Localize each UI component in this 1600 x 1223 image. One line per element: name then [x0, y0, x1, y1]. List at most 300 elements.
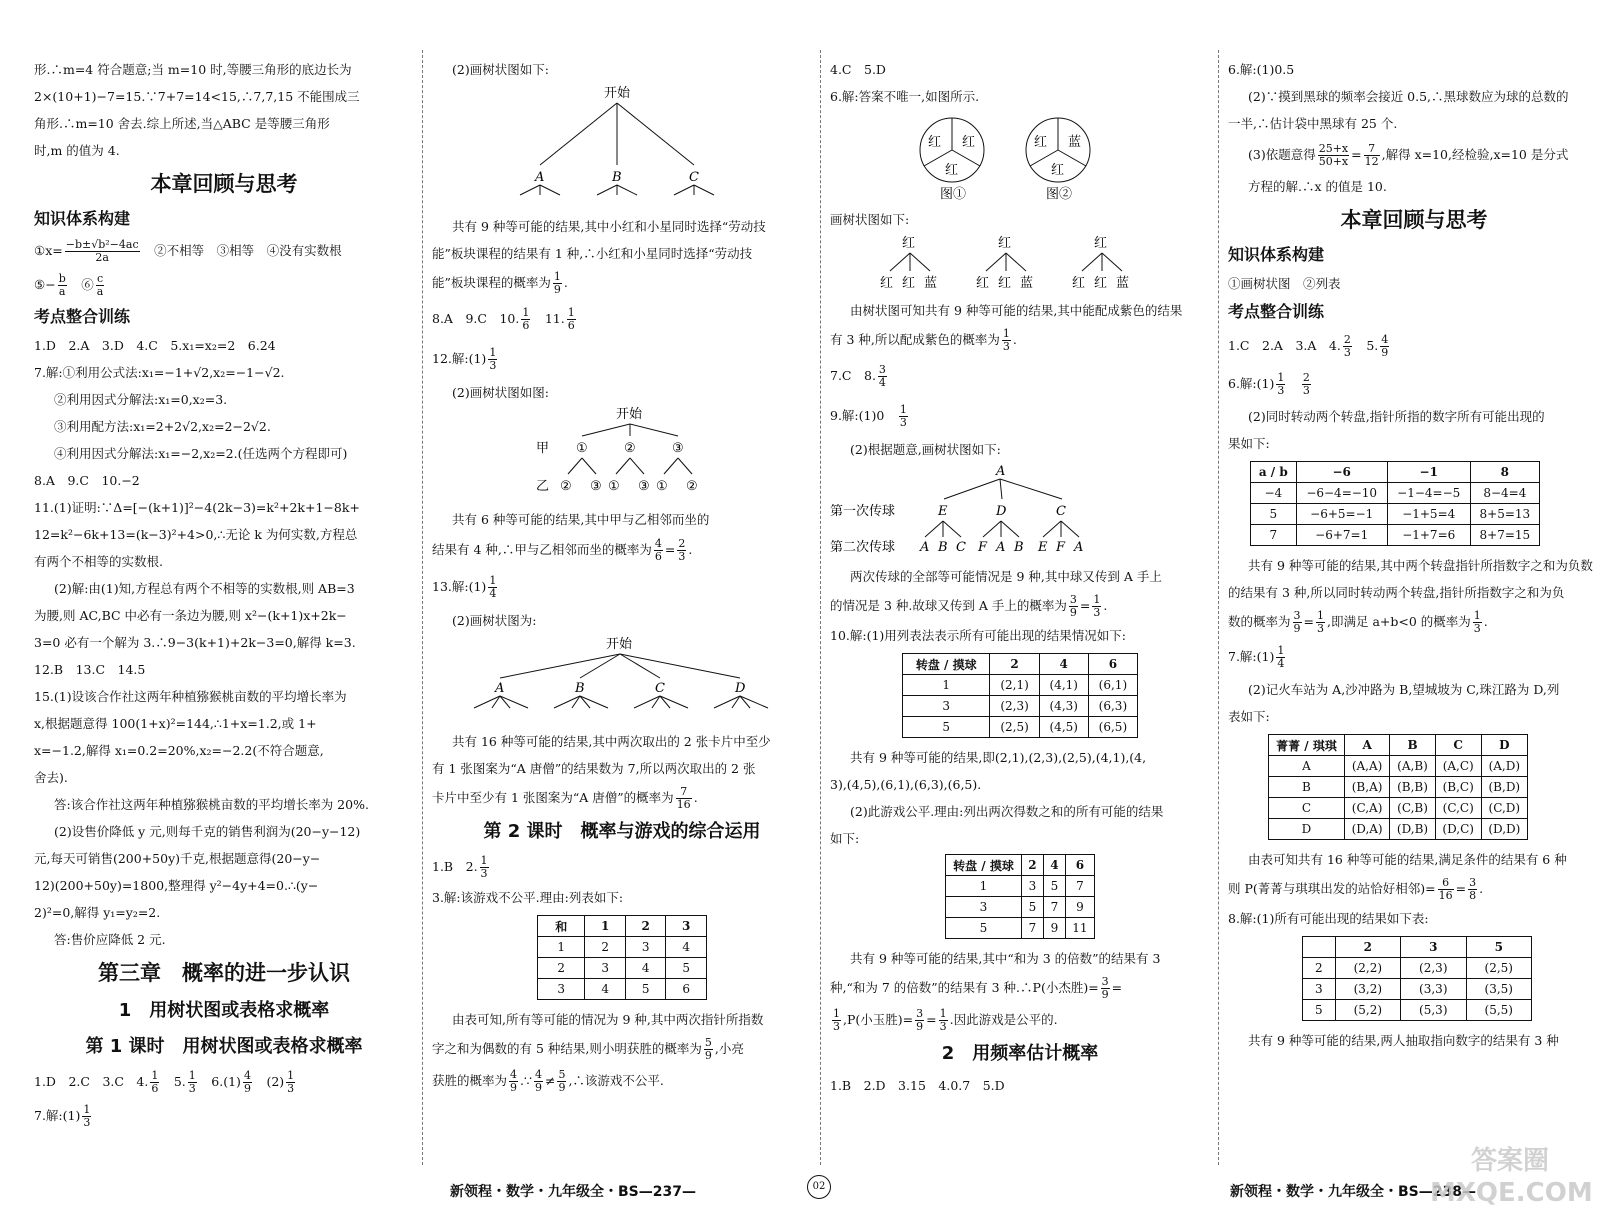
table-cell: 2 — [1021, 855, 1043, 876]
table-row — [946, 855, 1095, 876]
table-row — [538, 979, 707, 1000]
svg-text:B: B — [575, 681, 585, 696]
text-line: 共有 9 种等可能的结果,两人抽取指向数字的结果有 3 种 — [1248, 1033, 1559, 1048]
table-cell: 转盘 / 摸球 — [903, 654, 990, 675]
answer-line: 1.D 2.C 3.C 4. $\frac{1}{6}$ 5. $\frac{1}{3}$ 6.(1) $\frac{4}{9}$ (2) $\frac{1}{3}$ — [34, 1069, 295, 1095]
table-cell: (D,D) — [1481, 819, 1527, 840]
table-cell: 1 — [903, 675, 990, 696]
text-line: 能”板块课程的结果有 1 种,∴小红和小星同时选择“劳动技 — [432, 246, 753, 261]
svg-text:红: 红 — [1094, 276, 1108, 291]
table-cell: C — [1435, 735, 1481, 756]
table-cell: 4 — [585, 979, 626, 1000]
text-line: $\frac{1}{3}$ ,P(小玉胜)= $\frac{3}{9}$ = $\frac{1}{3}$ .因此游戏是公平的. — [833, 1007, 1058, 1033]
svg-text:红: 红 — [902, 276, 916, 291]
text-line: (2)设售价降低 y 元,则每千克的销售利润为(20−y−12) — [54, 824, 361, 839]
table-cell: 3 — [585, 958, 626, 979]
text-line: 12=k²−6k+13=(k−3)²+4>0,∴无论 k 为何实数,方程总 — [34, 527, 358, 542]
svg-text:E: E — [938, 504, 948, 519]
answer-line: 1.B 2. $\frac{1}{3}$ — [432, 854, 488, 880]
table-cell: (2,2) — [1335, 958, 1400, 979]
spinner-figures — [830, 110, 1210, 202]
text-line: 有 3 种,所以配成紫色的概率为 $\frac{1}{3}$ . — [830, 327, 1017, 353]
svg-text:红: 红 — [976, 276, 990, 291]
text-line: 则 P(菁菁与琪琪出发的站恰好相邻)= $\frac{6}{16}$ = $\frac{3}{8}$ . — [1228, 876, 1484, 902]
sum-table-2 — [1250, 461, 1540, 546]
text-line: 果如下: — [1228, 436, 1270, 451]
table-cell: A — [1344, 735, 1389, 756]
text-line: ①画树状图 ②列表 — [1228, 276, 1341, 291]
table-cell — [1303, 937, 1336, 958]
answer-line: 7.C 8. $\frac{3}{4}$ — [830, 363, 886, 389]
svg-text:蓝: 蓝 — [924, 276, 938, 291]
section-heading: 本章回顾与思考 — [150, 172, 298, 196]
svg-text:B: B — [1014, 540, 1024, 555]
table-row — [1269, 777, 1528, 798]
spinner-1 — [920, 118, 984, 202]
text-line: 共有 9 种等可能的结果,其中两个转盘指针所指数字之和为负数 — [1248, 558, 1593, 573]
text-line: 3),(4,5),(6,1),(6,3),(6,5). — [830, 777, 982, 792]
table-cell: 6 — [1065, 855, 1094, 876]
table-cell: (D,B) — [1390, 819, 1436, 840]
table-cell: 5 — [903, 717, 990, 738]
table-cell: −6+7=1 — [1296, 525, 1387, 546]
text-line: (2)记火车站为 A,沙冲路为 B,望城坡为 C,珠江路为 D,列 — [1248, 682, 1560, 697]
table-cell: (3,2) — [1335, 979, 1400, 1000]
text-line: x,根据题意得 100(1+x)²=144,∴1+x=1.2,或 1+ — [34, 716, 317, 731]
svg-text:③: ③ — [590, 479, 602, 494]
tree-diagram-3 — [432, 634, 812, 724]
svg-text:红: 红 — [1094, 236, 1108, 251]
subheading: 考点整合训练 — [1228, 302, 1325, 321]
text-line: (2)画树状图如图: — [452, 385, 549, 400]
table-cell: (B,A) — [1344, 777, 1389, 798]
svg-text:③: ③ — [672, 441, 684, 456]
svg-text:②: ② — [686, 479, 698, 494]
text-line: 6.解:(1)0.5 — [1228, 62, 1295, 77]
table-cell: 3 — [538, 979, 585, 1000]
svg-text:A: A — [920, 540, 930, 555]
text-line: ②利用因式分解法:x₁=0,x₂=3. — [54, 392, 228, 407]
table-cell: B — [1269, 777, 1345, 798]
table-row — [1269, 756, 1528, 777]
table-cell: 11 — [1065, 918, 1094, 939]
table-cell: (6,5) — [1088, 717, 1137, 738]
table-cell: −6 — [1296, 462, 1387, 483]
table-cell: 2 — [1303, 958, 1336, 979]
svg-text:②: ② — [560, 479, 572, 494]
table-row — [538, 916, 707, 937]
svg-text:红: 红 — [1051, 163, 1065, 178]
svg-text:D: D — [996, 504, 1007, 519]
station-table — [1268, 734, 1528, 840]
text-line: (2)同时转动两个转盘,指针所指的数字所有可能出现的 — [1248, 409, 1545, 424]
svg-text:F: F — [978, 540, 988, 555]
svg-text:D: D — [735, 681, 746, 696]
text-line: 能”板块课程的概率为 $\frac{1}{9}$ . — [432, 270, 568, 296]
table-cell: 7 — [1043, 897, 1065, 918]
answer-line: 7.解:(1) $\frac{1}{3}$ — [34, 1103, 91, 1129]
text-line: 有两个不相等的实数根. — [34, 554, 163, 569]
tree-node: A — [535, 170, 545, 185]
table-cell: (5,3) — [1401, 1000, 1466, 1021]
column-4 — [1228, 56, 1600, 1163]
table-cell: 4 — [625, 958, 666, 979]
text-line: 如下: — [830, 831, 860, 846]
svg-text:A: A — [996, 540, 1006, 555]
answer-line: 13.解:(1) $\frac{1}{4}$ — [432, 574, 497, 600]
table-cell: 8+5=13 — [1470, 504, 1539, 525]
table-cell: −1+5=4 — [1387, 504, 1470, 525]
svg-text:蓝: 蓝 — [1068, 135, 1082, 150]
footer-right: 新领程・数学・九年级全・BS—238— — [1230, 1184, 1476, 1200]
table-cell: 1 — [585, 916, 626, 937]
table-cell: D — [1269, 819, 1345, 840]
page-mark: 02 — [807, 1175, 831, 1199]
table-cell: 5 — [1251, 504, 1297, 525]
tree-node: B — [612, 170, 622, 185]
table-cell: (A,C) — [1435, 756, 1481, 777]
text-line: 字之和为偶数的有 5 种结果,则小明获胜的概率为 $\frac{5}{9}$ ,小亮 — [432, 1036, 744, 1062]
table-cell: −6+5=−1 — [1296, 504, 1387, 525]
formula-prefix: ①x= — [34, 243, 63, 258]
tree-diagram-2 — [432, 406, 812, 502]
table-cell: 2 — [1335, 937, 1400, 958]
text-line: 数的概率为 $\frac{3}{9}$ = $\frac{1}{3}$ ,即满足 a+b<0 的概率为 $\frac{1}{3}$ . — [1228, 609, 1488, 635]
table-cell: D — [1481, 735, 1527, 756]
svg-text:乙: 乙 — [536, 479, 550, 494]
text-line: 两次传球的全部等可能情况是 9 种,其中球又传到 A 手上 — [850, 569, 1162, 584]
text-line: 1.B 2.D 3.15 4.0.7 5.D — [830, 1078, 1005, 1093]
table-cell: A — [1269, 756, 1345, 777]
text-line: 答:该合作社这两年种植猕猴桃亩数的平均增长率为 20%. — [54, 797, 369, 812]
table-row — [1269, 819, 1528, 840]
text-line: 1.D 2.A 3.D 4.C 5.x₁=x₂=2 6.24 — [34, 338, 276, 353]
table-cell: 7 — [1065, 876, 1094, 897]
text-line: 8.A 9.C 10.−2 — [34, 473, 140, 488]
svg-text:红: 红 — [998, 236, 1012, 251]
table-cell: 7 — [1021, 918, 1043, 939]
text-line: 10.解:(1)用列表法表示所有可能出现的结果情况如下: — [830, 628, 1127, 643]
table-cell: (B,D) — [1481, 777, 1527, 798]
section-title: 2 用频率估计概率 — [941, 1043, 1099, 1064]
fraction: $\frac{\text{−b±√b²−4ac}}{2a}$ — [65, 238, 139, 264]
text-line: 6.解:答案不唯一,如图所示. — [830, 89, 980, 104]
svg-text:甲: 甲 — [536, 441, 550, 456]
table-row — [1303, 1000, 1532, 1021]
text-line: (2)画树状图如下: — [452, 62, 549, 77]
table-cell: 8−4=4 — [1470, 483, 1539, 504]
svg-text:图②: 图② — [1046, 187, 1073, 202]
text-line: 为腰,则 AC,BC 中必有一条边为腰,则 x²−(k+1)x+2k− — [34, 608, 347, 623]
table-cell: 2 — [625, 916, 666, 937]
svg-text:红: 红 — [902, 236, 916, 251]
table-cell: 5 — [1466, 937, 1532, 958]
text-line: 方程的解.∴x 的值是 10. — [1248, 179, 1387, 194]
svg-text:①: ① — [608, 479, 620, 494]
table-cell: 2 — [538, 958, 585, 979]
table-cell: (3,3) — [1401, 979, 1466, 1000]
text-line: 3.解:该游戏不公平.理由:列表如下: — [432, 890, 624, 905]
table-cell: (A,B) — [1390, 756, 1436, 777]
column-1 — [34, 56, 414, 1163]
table-cell: 1 — [946, 876, 1022, 897]
table-cell: (5,2) — [1335, 1000, 1400, 1021]
tree-diagram-1 — [432, 83, 812, 203]
formula-line-2: ⑤− $\frac{b}{a}$ ⑥ $\frac{c}{a}$ — [34, 272, 104, 298]
svg-text:C: C — [655, 681, 665, 696]
svg-text:C: C — [956, 540, 966, 555]
table-row — [1303, 937, 1532, 958]
table-cell: 9 — [1065, 897, 1094, 918]
table-cell: 3 — [1303, 979, 1336, 1000]
footer-left: 新领程・数学・九年级全・BS—237— — [450, 1184, 696, 1200]
text-line: 11.(1)证明:∵Δ=[−(k+1)]²−4(2k−3)=k²+2k+1−8k+ — [34, 500, 360, 515]
table-cell: C — [1269, 798, 1345, 819]
table-cell: (6,3) — [1088, 696, 1137, 717]
svg-text:E: E — [1038, 540, 1048, 555]
text-line: 15.(1)设该合作社这两年种植猕猴桃亩数的平均增长率为 — [34, 689, 347, 704]
chapter-title: 第三章 概率的进一步认识 — [98, 961, 350, 985]
text-line: 共有 9 种等可能的结果,其中小红和小星同时选择“劳动技 — [452, 219, 766, 234]
table-cell: 5 — [1021, 897, 1043, 918]
table-cell: 5 — [666, 958, 707, 979]
subheading: 知识体系构建 — [1228, 245, 1325, 264]
formula-line — [34, 234, 414, 268]
text-line: (3)依题意得 $\frac{25+x}{50+x}$ = $\frac{7}{12}$ ,解得 x=10,经检验,x=10 是分式 — [1248, 142, 1569, 168]
text-line: 3=0 必有一个解为 3.∴9−3(k+1)+2k−3=0,解得 k=3. — [34, 635, 356, 650]
text-line: 4.C 5.D — [830, 62, 886, 77]
table-cell: −1+7=6 — [1387, 525, 1470, 546]
table-cell: 3 — [1401, 937, 1466, 958]
table-row — [538, 958, 707, 979]
column-2 — [432, 56, 812, 1163]
svg-text:②: ② — [624, 441, 636, 456]
table-cell: 3 — [625, 937, 666, 958]
table-cell: 3 — [1021, 876, 1043, 897]
text-line: 的结果有 3 种,所以同时转动两个转盘,指针所指数字之和为负 — [1228, 585, 1565, 600]
text-line: 12)(200+50y)=1800,整理得 y²−4y+4=0.∴(y− — [34, 878, 319, 893]
svg-text:①: ① — [576, 441, 588, 456]
text-line: 由表可知,所有等可能的情况为 9 种,其中两次指针所指数 — [452, 1012, 764, 1027]
section-heading: 本章回顾与思考 — [1340, 208, 1488, 232]
text-line: x=−1.2,解得 x₁=0.2=20%,x₂=−2.2(不符合题意, — [34, 743, 324, 758]
text-line: (2)∵摸到黑球的频率会接近 0.5,∴黑球数应为球的总数的 — [1248, 89, 1569, 104]
table-cell: 5 — [1043, 876, 1065, 897]
table-cell: 4 — [1043, 855, 1065, 876]
svg-text:开始: 开始 — [606, 637, 633, 652]
table-row — [1251, 525, 1540, 546]
table-cell: (B,B) — [1390, 777, 1436, 798]
text-line: 2×(10+1)−7=15.∵7+7=14<15,∴7,7,15 不能围成三 — [34, 89, 360, 104]
answer-line: 6.解:(1) $\frac{1}{3}$ $\frac{2}{3}$ — [1228, 371, 1310, 397]
text-line: 舍去). — [34, 770, 68, 785]
table-cell: 6 — [1088, 654, 1137, 675]
table-cell: (D,A) — [1344, 819, 1389, 840]
svg-text:A: A — [1074, 540, 1084, 555]
text-line: 获胜的概率为 $\frac{4}{9}$ .∵ $\frac{4}{9}$ ≠ $\frac{5}{9}$ ,∴该游戏不公平. — [432, 1068, 664, 1094]
text-line: 共有 9 种等可能的结果,其中“和为 3 的倍数”的结果有 3 — [850, 951, 1161, 966]
result-table-1 — [902, 653, 1138, 738]
svg-text:①: ① — [656, 479, 668, 494]
text-line: 由树状图可知共有 9 种等可能的结果,其中能配成紫色的结果 — [850, 303, 1183, 318]
text-line: 7.解:①利用公式法:x₁=−1+√2,x₂=−1−√2. — [34, 365, 285, 380]
text-line: 一半,∴估计袋中黑球有 25 个. — [1228, 116, 1398, 131]
table-cell: (3,5) — [1466, 979, 1532, 1000]
text-line: 共有 6 种等可能的结果,其中甲与乙相邻而坐的 — [452, 512, 710, 527]
table-cell: (4,1) — [1039, 675, 1088, 696]
text-line: 卡片中至少有 1 张图案为“A 唐僧”的概率为 $\frac{7}{16}$ . — [432, 785, 698, 811]
svg-text:③: ③ — [638, 479, 650, 494]
svg-text:红: 红 — [1072, 276, 1086, 291]
table-cell: 9 — [1043, 918, 1065, 939]
text-line: ③利用配方法:x₁=2+2√2,x₂=2−2√2. — [54, 419, 271, 434]
table-cell: (C,D) — [1481, 798, 1527, 819]
table-cell: 5 — [1303, 1000, 1336, 1021]
text-line: 的情况是 3 种.故球又传到 A 手上的概率为 $\frac{3}{9}$ = $\frac{1}{3}$ . — [830, 593, 1108, 619]
table-row — [1303, 979, 1532, 1000]
table-cell: 3 — [946, 897, 1022, 918]
tree-diagram-4 — [830, 233, 1210, 293]
tree-node: 开始 — [604, 86, 631, 101]
table-cell: a / b — [1251, 462, 1297, 483]
table-row — [1303, 958, 1532, 979]
svg-text:第二次传球: 第二次传球 — [830, 540, 896, 555]
svg-text:蓝: 蓝 — [1020, 276, 1034, 291]
table-cell: 2 — [585, 937, 626, 958]
text-line: 12.B 13.C 14.5 — [34, 662, 146, 677]
text-line: (2)此游戏公平.理由:列出两次得数之和的所有可能的结果 — [850, 804, 1164, 819]
subheading: 考点整合训练 — [34, 307, 131, 326]
tree-node: C — [689, 170, 699, 185]
svg-text:红: 红 — [945, 163, 959, 178]
table-row — [1269, 798, 1528, 819]
table-cell: (5,5) — [1466, 1000, 1532, 1021]
text-line: 表如下: — [1228, 709, 1270, 724]
result-table-2 — [945, 854, 1095, 939]
table-cell: (6,1) — [1088, 675, 1137, 696]
table-row — [946, 876, 1095, 897]
text-line: 共有 9 种等可能的结果,即(2,1),(2,3),(2,5),(4,1),(4, — [850, 750, 1147, 765]
table-cell: 3 — [666, 916, 707, 937]
svg-text:图①: 图① — [940, 187, 967, 202]
table-cell: 5 — [625, 979, 666, 1000]
table-row — [538, 937, 707, 958]
answer-line: 7.解:(1) $\frac{1}{4}$ — [1228, 644, 1285, 670]
table-cell: (B,C) — [1435, 777, 1481, 798]
table-cell: 4 — [666, 937, 707, 958]
text-line: 8.解:(1)所有可能出现的结果如下表: — [1228, 911, 1429, 926]
subheading: 知识体系构建 — [34, 209, 131, 228]
table-cell: 转盘 / 摸球 — [946, 855, 1022, 876]
section-title: 1 用树状图或表格求概率 — [118, 1000, 330, 1021]
svg-text:A: A — [495, 681, 505, 696]
text-line: 时,m 的值为 4. — [34, 143, 120, 158]
table-cell: (4,3) — [1039, 696, 1088, 717]
column-3 — [830, 56, 1210, 1163]
sum-table — [537, 915, 707, 1000]
text-line: 元,每天可销售(200+50y)千克,根据题意得(20−y− — [34, 851, 321, 866]
svg-text:红: 红 — [998, 276, 1012, 291]
text-line: (2)画树状图为: — [452, 613, 537, 628]
text-line: ④利用因式分解法:x₁=−2,x₂=2.(任选两个方程即可) — [54, 446, 348, 461]
svg-text:第一次传球: 第一次传球 — [830, 504, 896, 519]
table-cell: (C,B) — [1390, 798, 1436, 819]
text-line: 角形.∴m=10 舍去.综上所述,当△ABC 是等腰三角形 — [34, 116, 330, 131]
text-line: 画树状图如下: — [830, 212, 910, 227]
answer-line: 8.A 9.C 10. $\frac{1}{6}$ 11. $\frac{1}{6}$ — [432, 306, 575, 332]
table-cell: −1 — [1387, 462, 1470, 483]
table-cell: 2 — [990, 654, 1039, 675]
table-cell: (A,D) — [1481, 756, 1527, 777]
text-line: 由表可知共有 16 种等可能的结果,满足条件的结果有 6 种 — [1248, 852, 1567, 867]
result-table-3 — [1302, 936, 1532, 1021]
table-row — [903, 717, 1138, 738]
table-cell: (C,C) — [1435, 798, 1481, 819]
answer-line: 9.解:(1)0 $\frac{1}{3}$ — [830, 403, 907, 429]
formula-rest: ②不相等 ③相等 ④没有实数根 — [154, 243, 342, 258]
text-line: 2)²=0,解得 y₁=y₂=2. — [34, 905, 161, 920]
table-cell: (2,5) — [1466, 958, 1532, 979]
table-cell: (D,C) — [1435, 819, 1481, 840]
table-cell: (C,A) — [1344, 798, 1389, 819]
table-row — [903, 675, 1138, 696]
table-cell: (A,A) — [1344, 756, 1389, 777]
text-line: (2)解:由(1)知,方程总有两个不相等的实数根,则 AB=3 — [54, 581, 355, 596]
svg-text:红: 红 — [1034, 135, 1048, 150]
watermark-logo: 答案圈 MXQE.COM — [1430, 1146, 1593, 1208]
table-cell: 8 — [1470, 462, 1539, 483]
text-line: 共有 16 种等可能的结果,其中两次取出的 2 张卡片中至少 — [452, 734, 771, 749]
text-line: 有 1 张图案为“A 唐僧”的结果数为 7,所以两次取出的 2 张 — [432, 761, 756, 776]
lesson-title: 第 1 课时 用树状图或表格求概率 — [85, 1036, 363, 1057]
svg-text:红: 红 — [928, 135, 942, 150]
table-cell: 3 — [903, 696, 990, 717]
table-cell: B — [1390, 735, 1436, 756]
answer-line: 1.C 2.A 3.A 4. $\frac{2}{3}$ 5. $\frac{4}{9}$ — [1228, 333, 1389, 359]
svg-text:F: F — [1056, 540, 1066, 555]
table-row — [1251, 462, 1540, 483]
text-line: 答:售价应降低 2 元. — [54, 932, 166, 947]
lesson-title: 第 2 课时 概率与游戏的综合运用 — [483, 821, 761, 842]
tree-diagram-5 — [830, 463, 1210, 559]
table-cell: (2,5) — [990, 717, 1039, 738]
table-row — [1269, 735, 1528, 756]
table-cell: (2,3) — [990, 696, 1039, 717]
spinner-2 — [1026, 118, 1090, 202]
table-cell: 4 — [1039, 654, 1088, 675]
table-cell: 菁菁 / 琪琪 — [1269, 735, 1345, 756]
table-row — [1251, 483, 1540, 504]
svg-text:红: 红 — [880, 276, 894, 291]
table-cell: 8+7=15 — [1470, 525, 1539, 546]
svg-text:A: A — [996, 464, 1006, 479]
table-cell: 和 — [538, 916, 585, 937]
table-cell: 7 — [1251, 525, 1297, 546]
svg-text:红: 红 — [962, 135, 976, 150]
table-cell: −1−4=−5 — [1387, 483, 1470, 504]
table-cell: −6−4=−10 — [1296, 483, 1387, 504]
table-cell: (4,5) — [1039, 717, 1088, 738]
table-row — [946, 918, 1095, 939]
table-cell: (2,1) — [990, 675, 1039, 696]
table-cell: (2,3) — [1401, 958, 1466, 979]
svg-text:B: B — [938, 540, 948, 555]
table-cell: 5 — [946, 918, 1022, 939]
table-row — [903, 696, 1138, 717]
text-line: 种,“和为 7 的倍数”的结果有 3 种.∴P(小杰胜)= $\frac{3}{9}$ = — [830, 975, 1123, 1001]
text-line: 结果有 4 种,∴甲与乙相邻而坐的概率为 $\frac{4}{6}$ = $\frac{2}{3}$ . — [432, 537, 693, 563]
text-line: (2)根据题意,画树状图如下: — [850, 442, 1001, 457]
